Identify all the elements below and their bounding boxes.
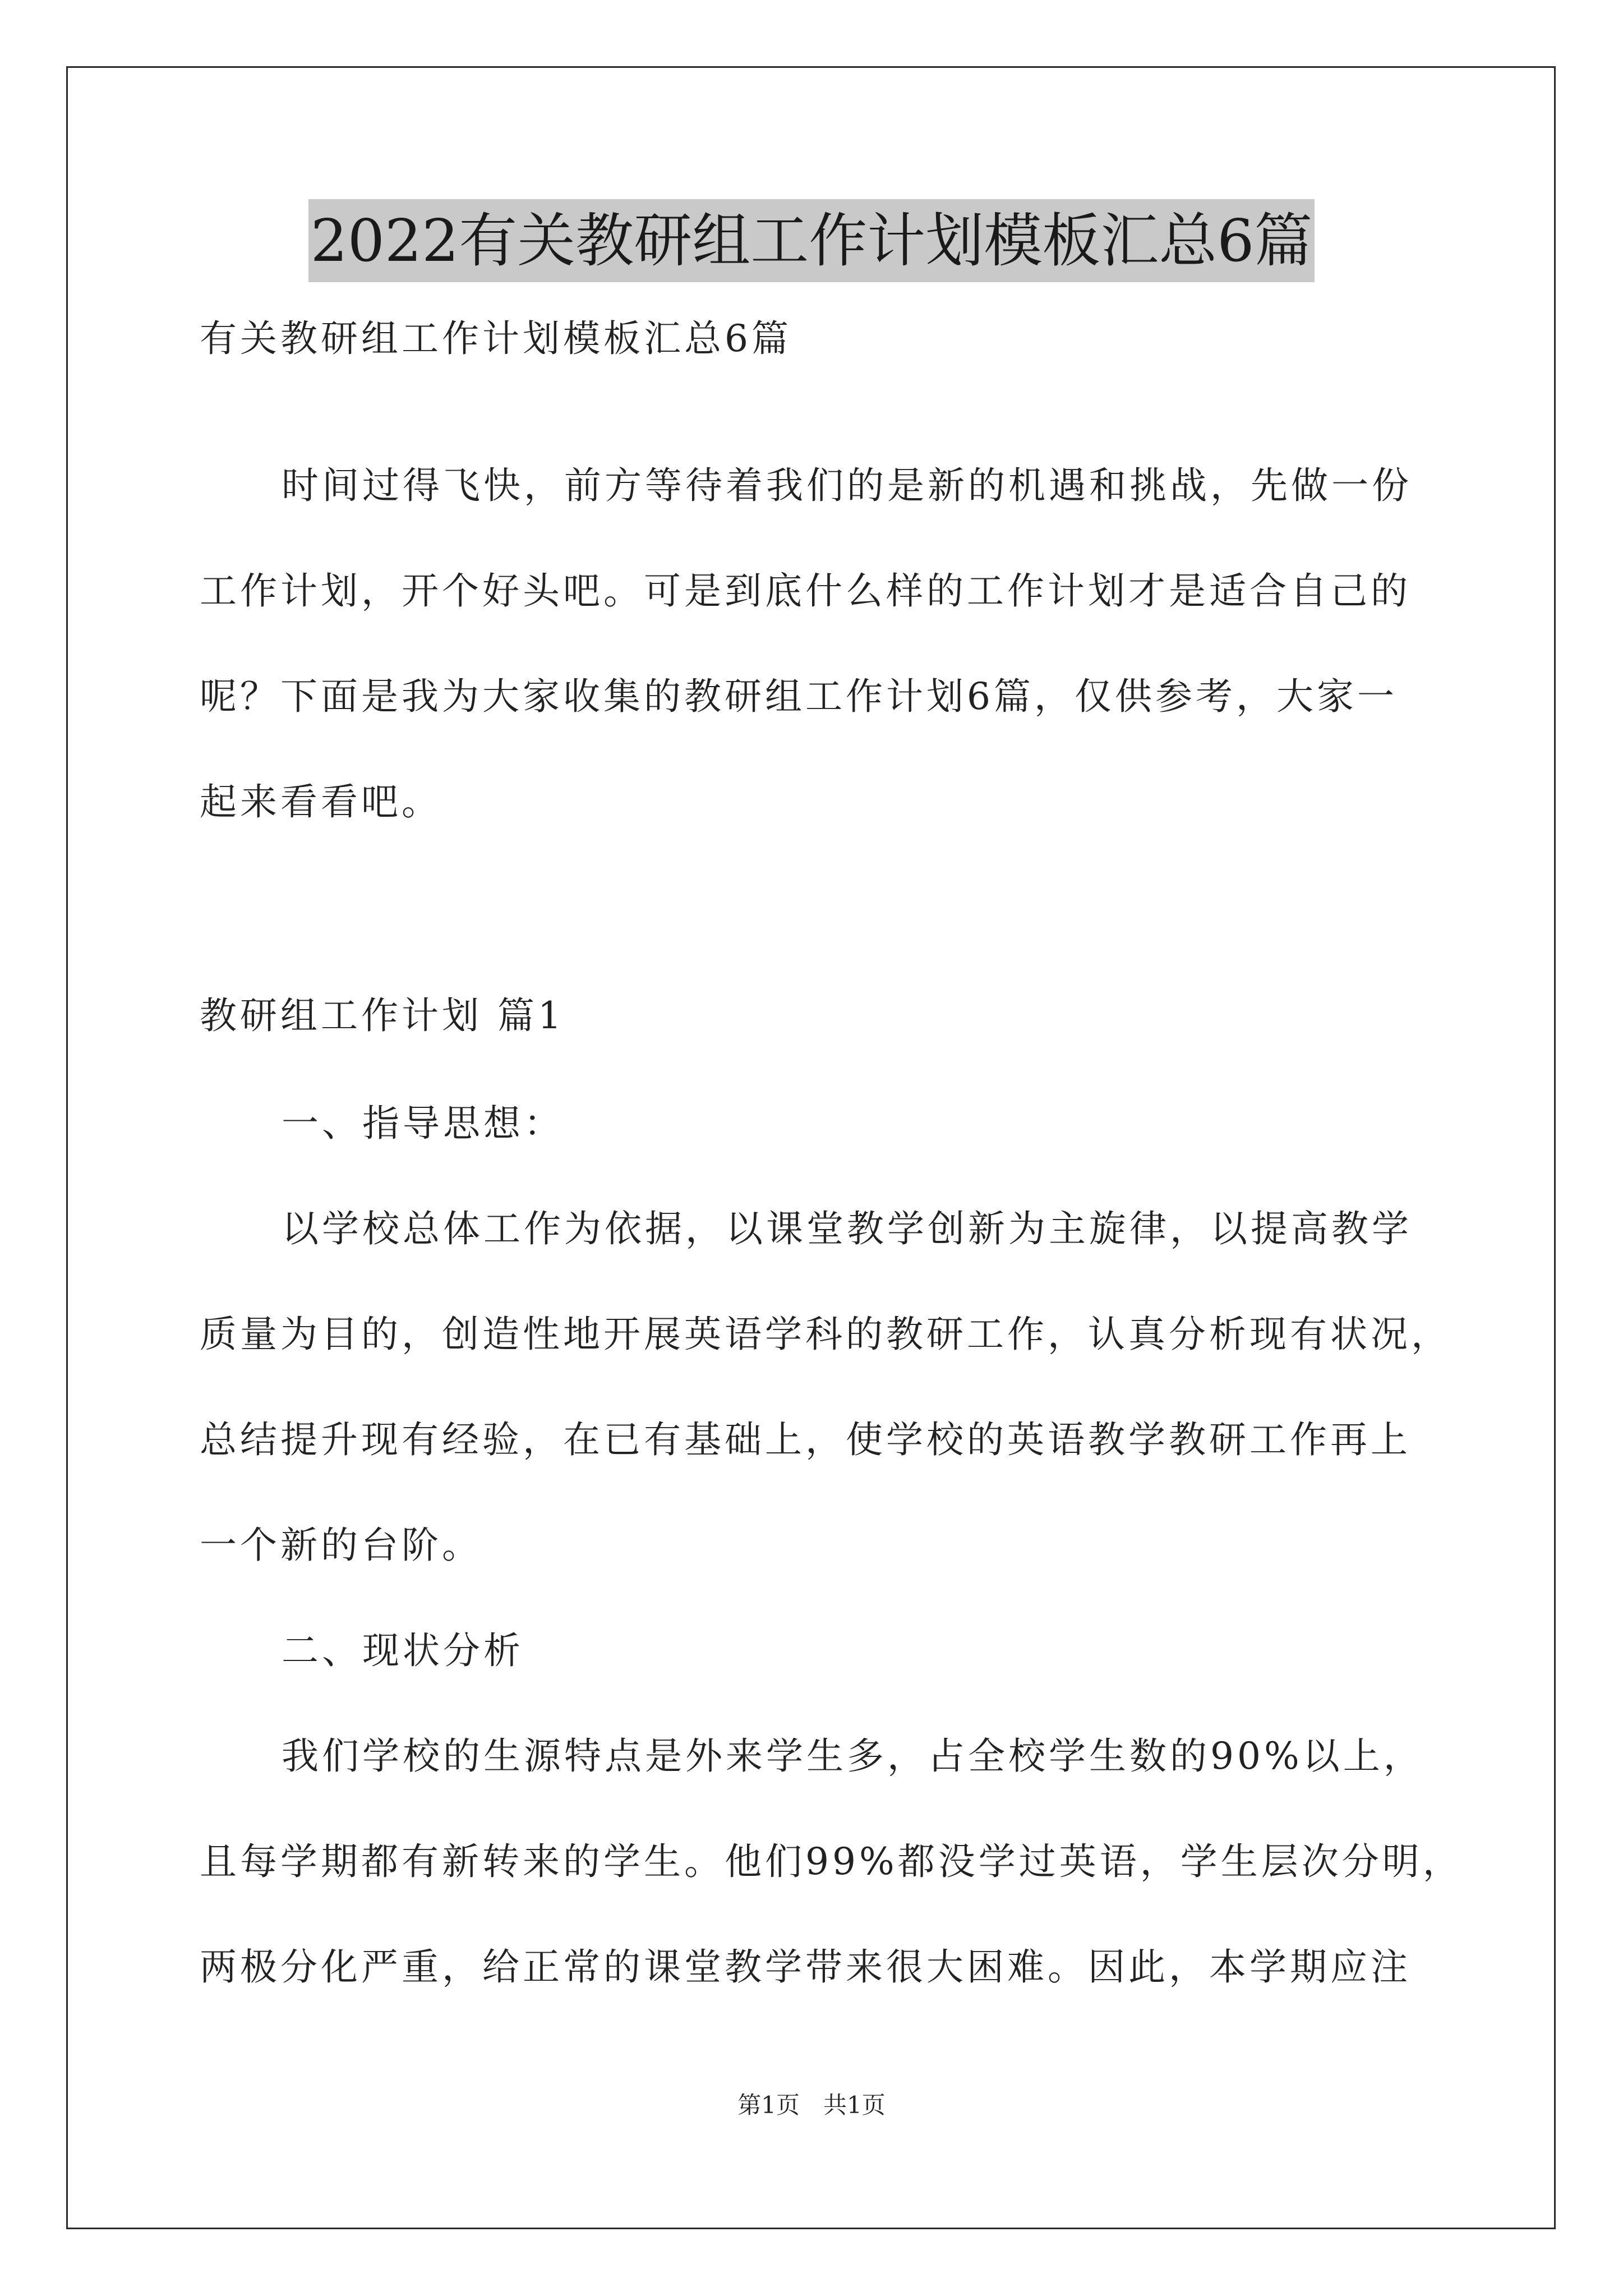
paragraph-line: 工作计划，开个好头吧。可是到底什么样的工作计划才是适合自己的 bbox=[200, 569, 1411, 613]
paragraph-line: 呢？下面是我为大家收集的教研组工作计划6篇，仅供参考，大家一 bbox=[200, 675, 1398, 718]
paragraph-line: 时间过得飞快，前方等待着我们的是新的机遇和挑战，先做一份 bbox=[282, 464, 1412, 507]
paragraph-line: 质量为目的，创造性地开展英语学科的教研工作，认真分析现有状况， bbox=[200, 1313, 1451, 1356]
title-container bbox=[0, 199, 1623, 282]
section-heading: 教研组工作计划 篇1 bbox=[200, 994, 565, 1037]
paragraph-line: 两极分化严重，给正常的课堂教学带来很大困难。因此，本学期应注 bbox=[200, 1945, 1411, 1989]
paragraph-line: 我们学校的生源特点是外来学生多，占全校学生数的90%以上， bbox=[282, 1734, 1424, 1778]
paragraph-line: 总结提升现有经验，在已有基础上，使学校的英语教学教研工作再上 bbox=[200, 1418, 1411, 1461]
subheading: 一、指导思想： bbox=[282, 1102, 564, 1145]
page-footer: 第1页 共1页 bbox=[737, 2091, 886, 2119]
subheading: 二、现状分析 bbox=[282, 1629, 524, 1672]
document-title: 2022有关教研组工作计划模板汇总6篇 bbox=[308, 199, 1315, 282]
paragraph-line: 以学校总体工作为依据，以课堂教学创新为主旋律，以提高教学 bbox=[282, 1207, 1412, 1250]
paragraph-line: 一个新的台阶。 bbox=[200, 1524, 482, 1567]
paragraph-line: 且每学期都有新转来的学生。他们99%都没学过英语，学生层次分明， bbox=[200, 1840, 1463, 1883]
paragraph-line: 起来看看吧。 bbox=[200, 780, 442, 823]
intro-heading: 有关教研组工作计划模板汇总6篇 bbox=[200, 317, 792, 360]
